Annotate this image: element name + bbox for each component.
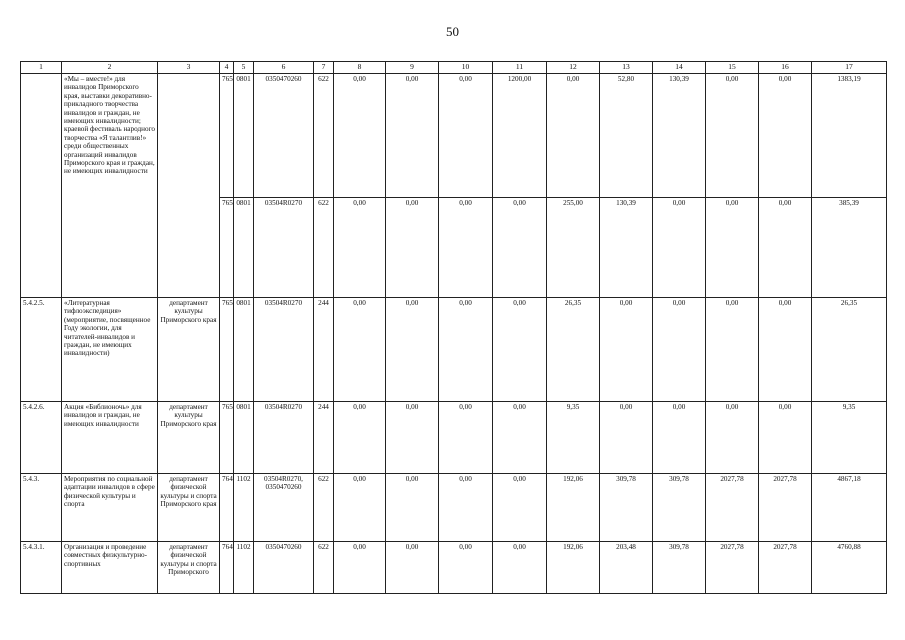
amount-cell: 0,00 <box>759 74 812 198</box>
amount-cell: 0,00 <box>439 198 493 298</box>
amount-cell: 0,00 <box>386 402 439 474</box>
header-cell: 1 <box>21 62 62 74</box>
row-index-cell: 5.4.2.6. <box>21 402 62 474</box>
table-row <box>21 74 887 198</box>
amount-cell: 0,00 <box>334 74 386 198</box>
amount-cell: 0,00 <box>706 198 759 298</box>
header-cell: 8 <box>334 62 386 74</box>
code-csr-cell: 03504R0270 <box>254 198 314 298</box>
header-cell: 12 <box>547 62 600 74</box>
header-cell: 5 <box>234 62 254 74</box>
header-cell: 4 <box>220 62 234 74</box>
header-cell: 10 <box>439 62 493 74</box>
amount-cell: 255,00 <box>547 198 600 298</box>
header-cell: 9 <box>386 62 439 74</box>
amount-cell: 0,00 <box>386 542 439 594</box>
amount-cell: 0,00 <box>439 474 493 542</box>
amount-cell: 0,00 <box>493 542 547 594</box>
row-name-cell: Акция «Библионочь» для инвалидов и граждан, не имеющих инвалидности <box>62 402 158 474</box>
amount-cell: 0,00 <box>547 74 600 198</box>
row-index-cell <box>21 74 62 298</box>
amount-cell: 203,48 <box>600 542 653 594</box>
amount-cell: 1200,00 <box>493 74 547 198</box>
amount-cell: 130,39 <box>600 198 653 298</box>
code-gr-cell: 765 <box>220 298 234 402</box>
amount-cell: 0,00 <box>493 474 547 542</box>
amount-cell: 0,00 <box>493 402 547 474</box>
code-vr-cell: 622 <box>314 74 334 198</box>
row-name-cell: «Мы – вместе!» для инвалидов Приморского края, выставки декоративно-прикладного творчества инвалидов и граждан, не имеющих инвалидности; краевой фестиваль народного творчества «Я талантлив!» среди общественных организаций инвалидов Приморского края и граждан, не имеющих инвалидности <box>62 74 158 298</box>
amount-cell: 130,39 <box>653 74 706 198</box>
amount-cell: 0,00 <box>334 542 386 594</box>
code-csr-cell: 0350470260 <box>254 542 314 594</box>
code-vr-cell: 244 <box>314 402 334 474</box>
amount-cell: 192,06 <box>547 542 600 594</box>
amount-cell: 385,39 <box>812 198 887 298</box>
amount-cell: 26,35 <box>547 298 600 402</box>
code-rzpr-cell: 0801 <box>234 402 254 474</box>
amount-cell: 0,00 <box>386 198 439 298</box>
header-cell: 17 <box>812 62 887 74</box>
page-number: 50 <box>446 24 459 39</box>
amount-cell: 309,78 <box>600 474 653 542</box>
code-vr-cell: 244 <box>314 298 334 402</box>
amount-cell: 0,00 <box>334 198 386 298</box>
amount-cell: 0,00 <box>653 298 706 402</box>
amount-cell: 0,00 <box>334 402 386 474</box>
executor-cell <box>158 74 220 298</box>
header-cell: 6 <box>254 62 314 74</box>
header-cell: 16 <box>759 62 812 74</box>
amount-cell: 192,06 <box>547 474 600 542</box>
amount-cell: 309,78 <box>653 542 706 594</box>
amount-cell: 0,00 <box>653 402 706 474</box>
amount-cell: 4867,18 <box>812 474 887 542</box>
amount-cell: 0,00 <box>653 198 706 298</box>
amount-cell: 0,00 <box>759 198 812 298</box>
amount-cell: 0,00 <box>386 298 439 402</box>
table-row <box>21 298 887 402</box>
amount-cell: 2027,78 <box>759 542 812 594</box>
amount-cell: 309,78 <box>653 474 706 542</box>
amount-cell: 0,00 <box>386 74 439 198</box>
amount-cell: 0,00 <box>706 298 759 402</box>
code-gr-cell: 764 <box>220 474 234 542</box>
code-rzpr-cell: 1102 <box>234 474 254 542</box>
amount-cell: 26,35 <box>812 298 887 402</box>
code-gr-cell: 764 <box>220 542 234 594</box>
row-index-cell: 5.4.2.5. <box>21 298 62 402</box>
header-row <box>21 62 887 74</box>
code-rzpr-cell: 0801 <box>234 198 254 298</box>
amount-cell: 0,00 <box>759 402 812 474</box>
amount-cell: 2027,78 <box>706 542 759 594</box>
header-cell: 3 <box>158 62 220 74</box>
table-row <box>21 474 887 542</box>
amount-cell: 0,00 <box>439 542 493 594</box>
amount-cell: 2027,78 <box>706 474 759 542</box>
amount-cell: 0,00 <box>759 298 812 402</box>
amount-cell: 0,00 <box>706 74 759 198</box>
amount-cell: 4760,88 <box>812 542 887 594</box>
amount-cell: 0,00 <box>600 402 653 474</box>
amount-cell: 0,00 <box>493 198 547 298</box>
header-cell: 2 <box>62 62 158 74</box>
header-cell: 11 <box>493 62 547 74</box>
table-row <box>21 402 887 474</box>
amount-cell: 0,00 <box>706 402 759 474</box>
amount-cell: 52,80 <box>600 74 653 198</box>
row-name-cell: Мероприятия по социальной адаптации инвалидов в сфере физической культуры и спорта <box>62 474 158 542</box>
code-gr-cell: 765 <box>220 198 234 298</box>
amount-cell: 9,35 <box>547 402 600 474</box>
code-vr-cell: 622 <box>314 542 334 594</box>
amount-cell: 0,00 <box>439 402 493 474</box>
row-index-cell: 5.4.3. <box>21 474 62 542</box>
amount-cell: 0,00 <box>600 298 653 402</box>
executor-cell: департамент физической культуры и спорта Приморского края <box>158 474 220 542</box>
code-csr-cell: 03504R0270 <box>254 298 314 402</box>
budget-table <box>20 61 887 594</box>
amount-cell: 0,00 <box>439 74 493 198</box>
row-name-cell: Организация и проведение совместных физкультурно-спортивных <box>62 542 158 594</box>
code-vr-cell: 622 <box>314 474 334 542</box>
amount-cell: 0,00 <box>493 298 547 402</box>
amount-cell: 0,00 <box>439 298 493 402</box>
amount-cell: 1383,19 <box>812 74 887 198</box>
code-csr-cell: 03504R0270, 0350470260 <box>254 474 314 542</box>
code-gr-cell: 765 <box>220 74 234 198</box>
amount-cell: 0,00 <box>334 298 386 402</box>
code-csr-cell: 03504R0270 <box>254 402 314 474</box>
executor-cell: департамент культуры Приморского края <box>158 298 220 402</box>
row-name-cell: «Литературная тифлоэкспедиция» (мероприятие, посвященное Году экологии, для читателей-инвалидов и граждан, не имеющих инвалидности) <box>62 298 158 402</box>
header-cell: 15 <box>706 62 759 74</box>
amount-cell: 9,35 <box>812 402 887 474</box>
code-vr-cell: 622 <box>314 198 334 298</box>
amount-cell: 0,00 <box>334 474 386 542</box>
code-csr-cell: 0350470260 <box>254 74 314 198</box>
code-gr-cell: 765 <box>220 402 234 474</box>
executor-cell: департамент физической культуры и спорта Приморского <box>158 542 220 594</box>
code-rzpr-cell: 1102 <box>234 542 254 594</box>
table-row <box>21 542 887 594</box>
header-cell: 14 <box>653 62 706 74</box>
header-cell: 13 <box>600 62 653 74</box>
header-cell: 7 <box>314 62 334 74</box>
amount-cell: 0,00 <box>386 474 439 542</box>
executor-cell: департамент культуры Приморского края <box>158 402 220 474</box>
row-index-cell: 5.4.3.1. <box>21 542 62 594</box>
code-rzpr-cell: 0801 <box>234 298 254 402</box>
code-rzpr-cell: 0801 <box>234 74 254 198</box>
amount-cell: 2027,78 <box>759 474 812 542</box>
